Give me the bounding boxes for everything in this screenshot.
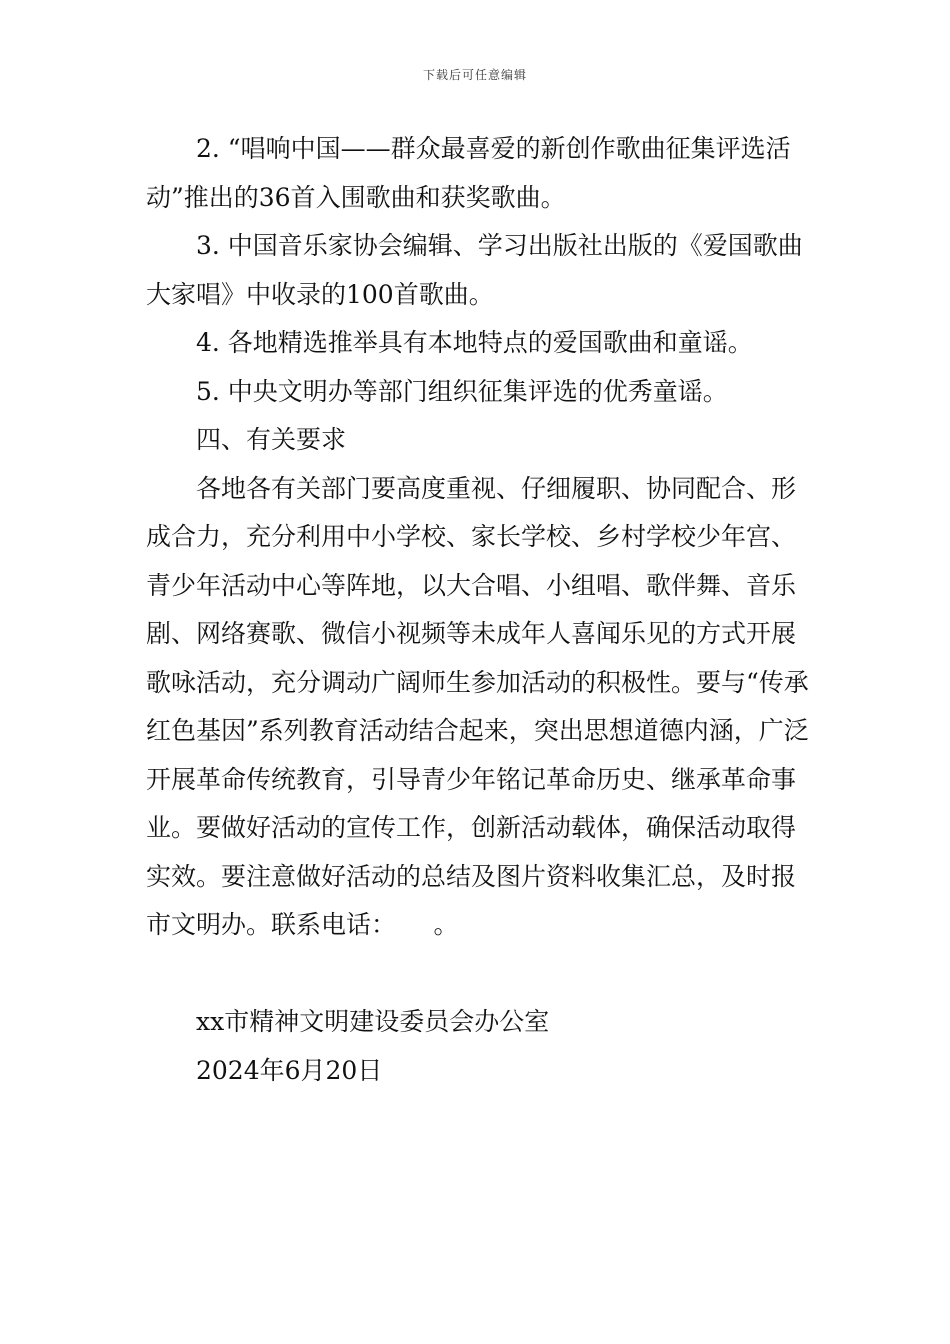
section-heading: 四、有关要求 <box>196 425 347 454</box>
signature-organization: xx市精神文明建设委员会办公室 <box>196 1007 550 1036</box>
spacer <box>146 950 810 999</box>
page-header: 下载后可任意编辑 <box>422 68 527 82</box>
document-body <box>146 125 810 1095</box>
list-item-4: 4. 各地精选推举具有本地特点的爱国歌曲和童谣。 <box>196 328 753 357</box>
list-item-3: 3. 中国音乐家协会编辑、学习出版社出版的《爱国歌曲大家唱》中收录的100首歌曲。 <box>146 231 803 309</box>
list-item-5: 5. 中央文明办等部门组织征集评选的优秀童谣。 <box>196 376 728 406</box>
signature-date: 2024年6月20日 <box>196 1055 383 1085</box>
requirements-paragraph: 各地各有关部门要高度重视、仔细履职、协同配合、形成合力，充分利用中小学校、家长学校、乡村学校少年宫、青少年活动中心等阵地，以大合唱、小组唱、歌伴舞、音乐剧、网络赛歌、微信小视频等未成年人喜闻乐见的方式开展歌咏活动，充分调动广阔师生参加活动的积极性。要与“传承红色基因”系列教育活动结合起来，突出思想道德内涵，广泛开展革命传统教育，引导青少年铭记革命历史、继承革命事业。要做好活动的宣传工作，创新活动载体，确保活动取得实效。要注意做好活动的总结及图片资料收集汇总，及时报市文明办。联系电话： 。 <box>146 473 809 939</box>
list-item-2: 2. “唱响中国——群众最喜爱的新创作歌曲征集评选活动”推出的36首入围歌曲和获奖歌曲。 <box>146 134 791 212</box>
